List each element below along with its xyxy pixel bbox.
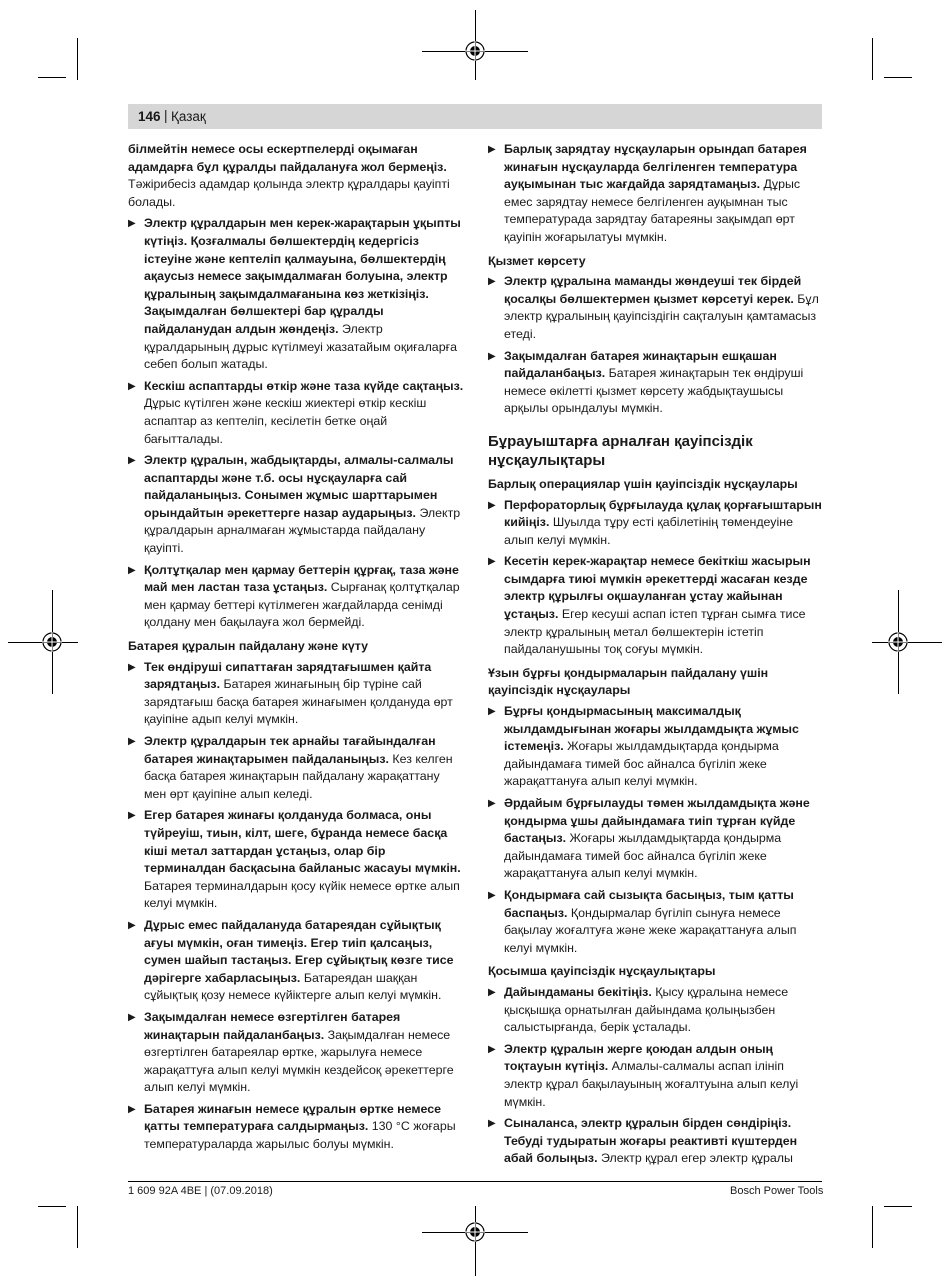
item-bold-text: Батарея жинағын немесе құралын өртке немесе қатты температураға салдырмаңыз. bbox=[144, 1101, 442, 1134]
item-body-text: Жоғары жылдамдықтарда қондырма дайындамаға тимей бос айналса бүгіліп жеке жарақаттануға алып келуі мүмкін. bbox=[504, 739, 779, 789]
item-bold-text: Қолтұтқалар мен қармау беттерін құрғақ, таза және май мен ластан таза ұстаңыз. bbox=[144, 562, 459, 595]
item-body-text: Электр құралдарын арналмаған жұмыстарда пайдалану қауіпті. bbox=[144, 505, 461, 556]
item-body-text: Тәжірибесіз адамдар қолында электр құралдары қауіпті болады. bbox=[128, 177, 450, 209]
bullet-icon: ▶ bbox=[128, 218, 136, 230]
list-item bbox=[128, 917, 464, 1005]
list-item bbox=[488, 703, 822, 791]
item-bold-text: Қондырмаға сай сызықта басыңыз, тым қатты баспаңыз. bbox=[504, 887, 794, 920]
right-column bbox=[488, 141, 822, 1172]
footer-doc-number: 1 609 92A 4BE | (07.09.2018) bbox=[128, 1185, 273, 1197]
footer-rule bbox=[128, 1181, 822, 1182]
list-item bbox=[128, 215, 464, 373]
bullet-icon: ▶ bbox=[488, 276, 496, 288]
crop-mark bbox=[872, 38, 873, 80]
list-item bbox=[488, 795, 822, 883]
item-bold-text: Егер батарея жинағы қолдануда болмаса, оны түйреуіш, тиын, кілт, шеге, бұранда немесе басқа кіші метал заттардан ұстаңыз, олар бір терминалдан басқасына байланыс жасауы мүмкін. bbox=[144, 808, 461, 876]
item-bold-text: Сыналанса, электр құралын бірден сөндіріңіз. Тебуді тудыратын жоғары реактивті күштерден абай болыңыз. bbox=[504, 1116, 798, 1166]
section-subheading: Барлық операциялар үшін қауіпсіздік нұсқаулары bbox=[488, 476, 798, 491]
item-body-text: Жоғары жылдамдықтарда қондырма дайындамаға тимей бос айналса бүгіліп жеке жарақаттануға алып келуі мүмкін. bbox=[504, 831, 782, 881]
section-subheading: Қосымша қауіпсіздік нұсқаулықтары bbox=[488, 964, 716, 979]
paragraph bbox=[128, 141, 464, 211]
crop-mark bbox=[77, 1206, 78, 1248]
footer-brand: Bosch Power Tools bbox=[730, 1185, 824, 1197]
list-item bbox=[128, 452, 464, 558]
item-body-text: Дұрыс емес зарядтау немесе белгіленген ауқымнан тыс температурада зарядтау батареяны зақымдап өрт қауіпін жоғарылатуы мүмкін. bbox=[504, 177, 801, 244]
bullet-icon: ▶ bbox=[128, 661, 136, 673]
item-bold-text: Барлық зарядтау нұсқауларын орындап батарея жинағын нұсқауларда белгіленген температура ауқымынан тыс жағдайда зарядтамаңыз. bbox=[504, 142, 807, 192]
item-body-text: Батарея терминалдарын қосу күйік немесе өртке алып келуі мүмкін. bbox=[144, 878, 460, 911]
item-bold-text: Электр құралдарын тек арнайы тағайындалған батарея жинақтарымен пайдаланыңыз. bbox=[144, 734, 436, 766]
crop-mark bbox=[38, 77, 66, 78]
bullet-icon: ▶ bbox=[128, 919, 136, 931]
registration-mark-icon bbox=[888, 632, 908, 652]
item-bold-text: Электр құралын жерге қоюдан алдын оның тоқтауын күтіңіз. bbox=[504, 1041, 774, 1074]
list-item bbox=[128, 807, 464, 913]
item-body-text: Қысу құралына немесе қысқышқа орнатылған дайындама қолыңызбен салыстырғанда, берік ұсталады. bbox=[504, 984, 789, 1035]
item-bold-text: Кескіш аспаптарды өткір және таза күйде сақтаңыз. bbox=[144, 378, 464, 393]
bullet-icon: ▶ bbox=[128, 736, 136, 747]
item-body-text: Қондырмалар бүгіліп сынуға немесе бақылау жоғалтуға және жеке жарақаттануға алып келуі мүмкін. bbox=[504, 905, 797, 955]
item-body-text: Электр құрал егер электр құралы bbox=[597, 1151, 793, 1166]
item-body-text: Шуылда тұру есті қабілетінің төмендеуіне алып келуі мүмкін. bbox=[504, 515, 793, 547]
item-body-text: Дұрыс күтілген және кескіш жиектері өткір кескіш аспаптар аз кептеліп, кесілетін бетке оңай бағытталады. bbox=[144, 396, 427, 446]
list-item bbox=[128, 733, 464, 803]
bullet-icon: ▶ bbox=[488, 798, 496, 809]
item-bold-text: Дұрыс емес пайдалануда батареядан сұйықтық ағуы мүмкін, оған тимеңіз. Егер тиіп қалсаңыз, сумен шайып тастаңыз. Егер сұйықтық көзге тисе дәрігерге хабарласыңыз. bbox=[144, 917, 454, 985]
crop-mark bbox=[884, 1206, 912, 1207]
list-item bbox=[488, 1115, 822, 1168]
bullet-icon: ▶ bbox=[488, 144, 496, 155]
bullet-icon: ▶ bbox=[128, 564, 136, 576]
item-body-text: Батареядан шаққан сұйықтық қозу немесе күйіктерге алып келуі мүмкін. bbox=[144, 970, 442, 1003]
registration-mark-icon bbox=[42, 632, 62, 652]
list-item bbox=[488, 348, 822, 418]
item-bold-text: Перфораторлық бұрғылауда құлақ қорғағыштарын кийіңіз. bbox=[504, 497, 822, 530]
left-column bbox=[128, 141, 464, 1158]
item-bold-text: Бұрғы қондырмасының максималдық жылдамдығынан жоғары жылдамдықта жұмыс істемеңіз. bbox=[504, 704, 799, 754]
item-bold-text: Тек өндіруші сипаттаған зарядтағышмен қайта зарядтаңыз. bbox=[144, 659, 432, 692]
item-bold-text: Әрдайым бұрғылауды төмен жылдамдықта және қондырма ұшы дайындамаға тиіп тұрған күйде бастаңыз. bbox=[504, 796, 810, 846]
bullet-icon: ▶ bbox=[488, 350, 496, 362]
crop-mark bbox=[872, 1206, 873, 1248]
bullet-icon: ▶ bbox=[128, 1103, 136, 1115]
list-item bbox=[128, 378, 464, 448]
item-bold-text: Зақымдалған батарея жинақтарын ешқашан пайдаланбаңыз. bbox=[504, 348, 777, 381]
bullet-icon: ▶ bbox=[488, 1118, 496, 1130]
item-body-text: Электр құралдарының дұрыс күтілмеуі жазатайым оқиғаларға себеп болып жатады. bbox=[144, 321, 457, 372]
item-bold-text: Зақымдалған немесе өзгертілген батарея жинақтарын пайдаланбаңыз. bbox=[144, 1009, 401, 1042]
item-bold-text: Дайындаманы бекітіңіз. bbox=[504, 984, 652, 999]
bullet-icon: ▶ bbox=[488, 986, 496, 998]
bullet-icon: ▶ bbox=[128, 810, 136, 822]
section-subheading: Ұзын бұрғы қондырмаларын пайдалану үшін қауіпсіздік нұсқаулары bbox=[488, 665, 769, 698]
list-item bbox=[128, 1101, 464, 1154]
bullet-icon: ▶ bbox=[488, 889, 496, 901]
header-language: Қазақ bbox=[171, 109, 206, 124]
list-item bbox=[488, 141, 822, 247]
registration-mark-icon bbox=[465, 1222, 485, 1242]
section-heading: Бұрауыштарға арналған қауіпсіздік нұсқаулықтары bbox=[488, 432, 753, 469]
bullet-icon: ▶ bbox=[128, 455, 136, 467]
list-item bbox=[488, 887, 822, 957]
bullet-icon: ▶ bbox=[488, 556, 496, 568]
list-item bbox=[488, 273, 822, 343]
list-item bbox=[128, 659, 464, 729]
item-bold-text: білмейтін немесе осы ескертпелерді оқымаған адамдарға бұл құралды пайдалануға жол бермеңіз. bbox=[128, 142, 447, 174]
bullet-icon: ▶ bbox=[128, 380, 136, 392]
page-header bbox=[128, 104, 822, 129]
list-item bbox=[128, 562, 464, 632]
bullet-icon: ▶ bbox=[488, 706, 496, 718]
section-subheading: Батарея құралын пайдалану және күту bbox=[128, 639, 369, 654]
crop-mark bbox=[38, 1206, 66, 1207]
item-bold-text: Электр құралдарын мен керек-жарақтарын ұқыпты күтіңіз. Қозғалмалы бөлшектердің кедергісіз істеуіне және кептеліп қалмауына, бөлшектердің ақаусыз немесе зақымдалмаған болуына, электр құралының зақымдалмағанына көз жеткізіңіз. Зақымдалған бөлшектері бар құралды пайдаланудан алдын жөндеңіз. bbox=[144, 216, 461, 336]
list-item bbox=[488, 553, 822, 659]
item-body-text: Кез келген басқа батарея жинақтарын пайдалану жарақаттану мен өрт қауіпіне алып келеді. bbox=[144, 751, 453, 801]
item-body-text: Батарея жинақтарын тек өндіруші немесе өкілетті қызмет көрсету жабдықтаушысы арқылы орындалуы мүмкін. bbox=[504, 366, 804, 416]
list-item bbox=[128, 1009, 464, 1097]
item-body-text: Бұл электр құралының қауіпсіздігін сақталуын қамтамасыз етеді. bbox=[504, 291, 819, 341]
list-item bbox=[488, 1041, 822, 1111]
item-body-text: Зақымдалған немесе өзгертілген батареялар өртке, жарылуға немесе жарақаттуға алып келуі мүмкін кездейсоқ әрекеттерге алып келуі мүмкін. bbox=[144, 1027, 454, 1095]
item-bold-text: Электр құралына маманды жөндеуші тек бірдей қосалқы бөлшектермен қызмет көрсетуі керек. bbox=[504, 274, 802, 306]
item-bold-text: Кесетін керек-жарақтар немесе бекіткіш жасырын сымдарға тиюі мүмкін әрекеттерді жасаған кезде электр құрылғы оқшауланған ұстау жайынан ұстаңыз. bbox=[504, 554, 811, 622]
crop-mark bbox=[77, 38, 78, 80]
bullet-icon: ▶ bbox=[488, 1043, 496, 1055]
registration-mark-icon bbox=[465, 41, 485, 61]
list-item bbox=[488, 984, 822, 1037]
item-body-text: Батарея жинағының бір түріне сай зарядтағыш басқа батарея жинағымен қолдануда өрт қауіпіне адып келуі мүмкін. bbox=[144, 677, 453, 727]
item-body-text: Алмалы-салмалы аспап ілініп электр құрал бақылауының жоғалтуына алып келуі мүмкін. bbox=[504, 1059, 799, 1109]
bullet-icon: ▶ bbox=[128, 1011, 136, 1023]
item-body-text: Егер кесуші аспап істеп тұрған сымға тисе электр құралының метал бөлшектерін істетіп пайдаланушыны тоқ соғуы мүмкін. bbox=[504, 607, 806, 657]
section-subheading: Қызмет көрсету bbox=[488, 253, 586, 268]
item-bold-text: Электр құралын, жабдықтарды, алмалы-салмалы аспаптарды және т.б. осы нұсқауларға сай пайдаланыңыз. Сонымен жұмыс шарттарымен орындайтын әрекеттерге назар аударыңыз. bbox=[144, 453, 454, 520]
header-separator: | bbox=[164, 108, 168, 123]
crop-mark bbox=[884, 77, 912, 78]
item-body-text: 130 °C жоғары температураларда жарылыс болуы мүмкін. bbox=[144, 1119, 456, 1152]
page-number: 146 bbox=[138, 109, 161, 124]
bullet-icon: ▶ bbox=[488, 499, 496, 511]
item-body-text: Сырғанақ қолтұтқалар мен қармау беттері күтілмеген жағдайларда сенімді қолдану мен бақылауға жол бермейді. bbox=[144, 580, 460, 630]
list-item bbox=[488, 497, 822, 550]
